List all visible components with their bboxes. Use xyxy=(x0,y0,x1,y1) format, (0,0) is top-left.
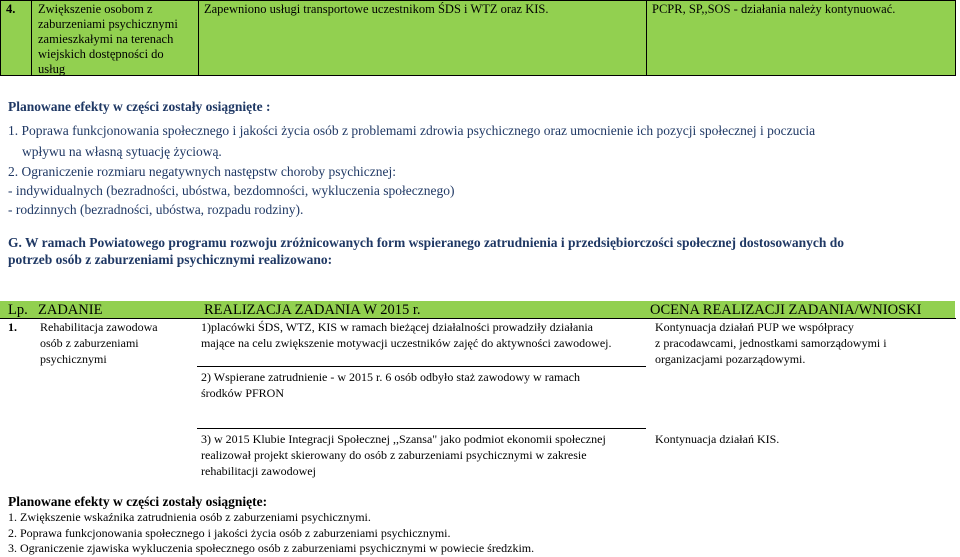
section-g-line-2: potrzeb osób z zaburzeniami psychicznymi realizowano: xyxy=(8,252,333,267)
realization-3-line-1: 3) w 2015 Klubie Integracji Społecznej ,,Szansa" jako podmiot ekonomii społecznej xyxy=(201,432,606,446)
realization-2-line-2: środków PFRON xyxy=(201,386,285,400)
cell-divider xyxy=(197,366,646,367)
row-number: 4. xyxy=(6,2,16,16)
effect-2-family: - rodzinnych (bezradności, ubóstwa, rozpadu rodziny). xyxy=(8,202,304,217)
task-line-3: psychicznymi xyxy=(40,352,107,366)
realization-cell: Zapewniono usługi transportowe uczestnikom ŚDS i WTZ oraz KIS. xyxy=(204,2,549,16)
assessment-1-line-2: z pracodawcami, jednostkami samorządowymi i xyxy=(655,336,887,350)
task-line-2: osób z zaburzeniami xyxy=(40,336,139,350)
assessment-1-line-1: Kontynuacja działań PUP we współpracy xyxy=(655,320,854,334)
effect-1-line-2: wpływu na własną sytuację życiową. xyxy=(22,144,222,159)
header-lp: Lp. xyxy=(8,302,28,318)
effect-2-line: 2. Ograniczenie rozmiaru negatywnych następstw choroby psychicznej: xyxy=(8,164,396,179)
effects-heading-1: Planowane efekty w części zostały osiągnięte : xyxy=(8,99,271,114)
effect-2-individual: - indywidualnych (bezradności, ubóstwa, bezdomności, wykluczenia społecznego) xyxy=(8,183,455,198)
effect2-item-1: 1. Zwiększenie wskaźnika zatrudnienia osób z zaburzeniami psychicznymi. xyxy=(8,510,371,524)
realization-2-line-1: 2) Wspierane zatrudnienie - w 2015 r. 6 osób odbyło staż zawodowy w ramach xyxy=(201,370,581,384)
section-g-line-1: G. W ramach Powiatowego programu rozwoju zróżnicowanych form wspieranego zatrudnienia i przedsiębiorczości społecznej dostosowanych do xyxy=(8,235,845,250)
assessment-2-line-1: Kontynuacja działań KIS. xyxy=(655,432,780,446)
effect2-item-2: 2. Poprawa funkcjonowania społecznego i jakości życia osób z zaburzeniami psychicznymi. xyxy=(8,526,451,540)
effects-heading-2: Planowane efekty w części zostały osiągnięte: xyxy=(8,494,268,509)
realization-3-line-3: rehabilitacji zawodowej xyxy=(201,464,316,478)
table-row-number: 1. xyxy=(8,320,17,334)
header-assessment: OCENA REALIZACJI ZADANIA/WNIOSKI xyxy=(650,302,922,318)
cell-divider xyxy=(197,428,646,429)
effect2-item-3: 3. Ograniczenie zjawiska wykluczenia społecznego osób z zaburzeniami psychicznymi w powiecie średzkim. xyxy=(8,541,535,555)
assessment-cell: PCPR, SP,,SOS - działania należy kontynuować. xyxy=(652,2,896,16)
header-task: ZADANIE xyxy=(38,302,103,318)
header-realization: REALIZACJA ZADANIA W 2015 r. xyxy=(204,302,421,318)
realization-1-line-1: 1)placówki ŚDS, WTZ, KIS w ramach bieżącej działalności prowadziły działania xyxy=(201,320,593,334)
goal-cell: Zwiększenie osobom z zaburzeniami psychicznymi zamieszkałymi na terenach wiejskich dostępności do usług xyxy=(38,2,178,76)
realization-1-line-2: mające na celu zwiększenie motywacji uczestników zajęć do aktywności zawodowej. xyxy=(201,336,612,350)
realization-3-line-2: realizował projekt skierowany do osób z zaburzeniami psychicznymi w zakresie xyxy=(201,448,587,462)
assessment-1-line-3: organizacjami pozarządowymi. xyxy=(655,352,806,366)
task-line-1: Rehabilitacja zawodowa xyxy=(40,320,158,334)
effect-1-line-1: 1. Poprawa funkcjonowania społecznego i jakości życia osób z problemami zdrowia psychicznego oraz umocnienie ich pozycji społecznej i poczucia xyxy=(8,123,816,138)
